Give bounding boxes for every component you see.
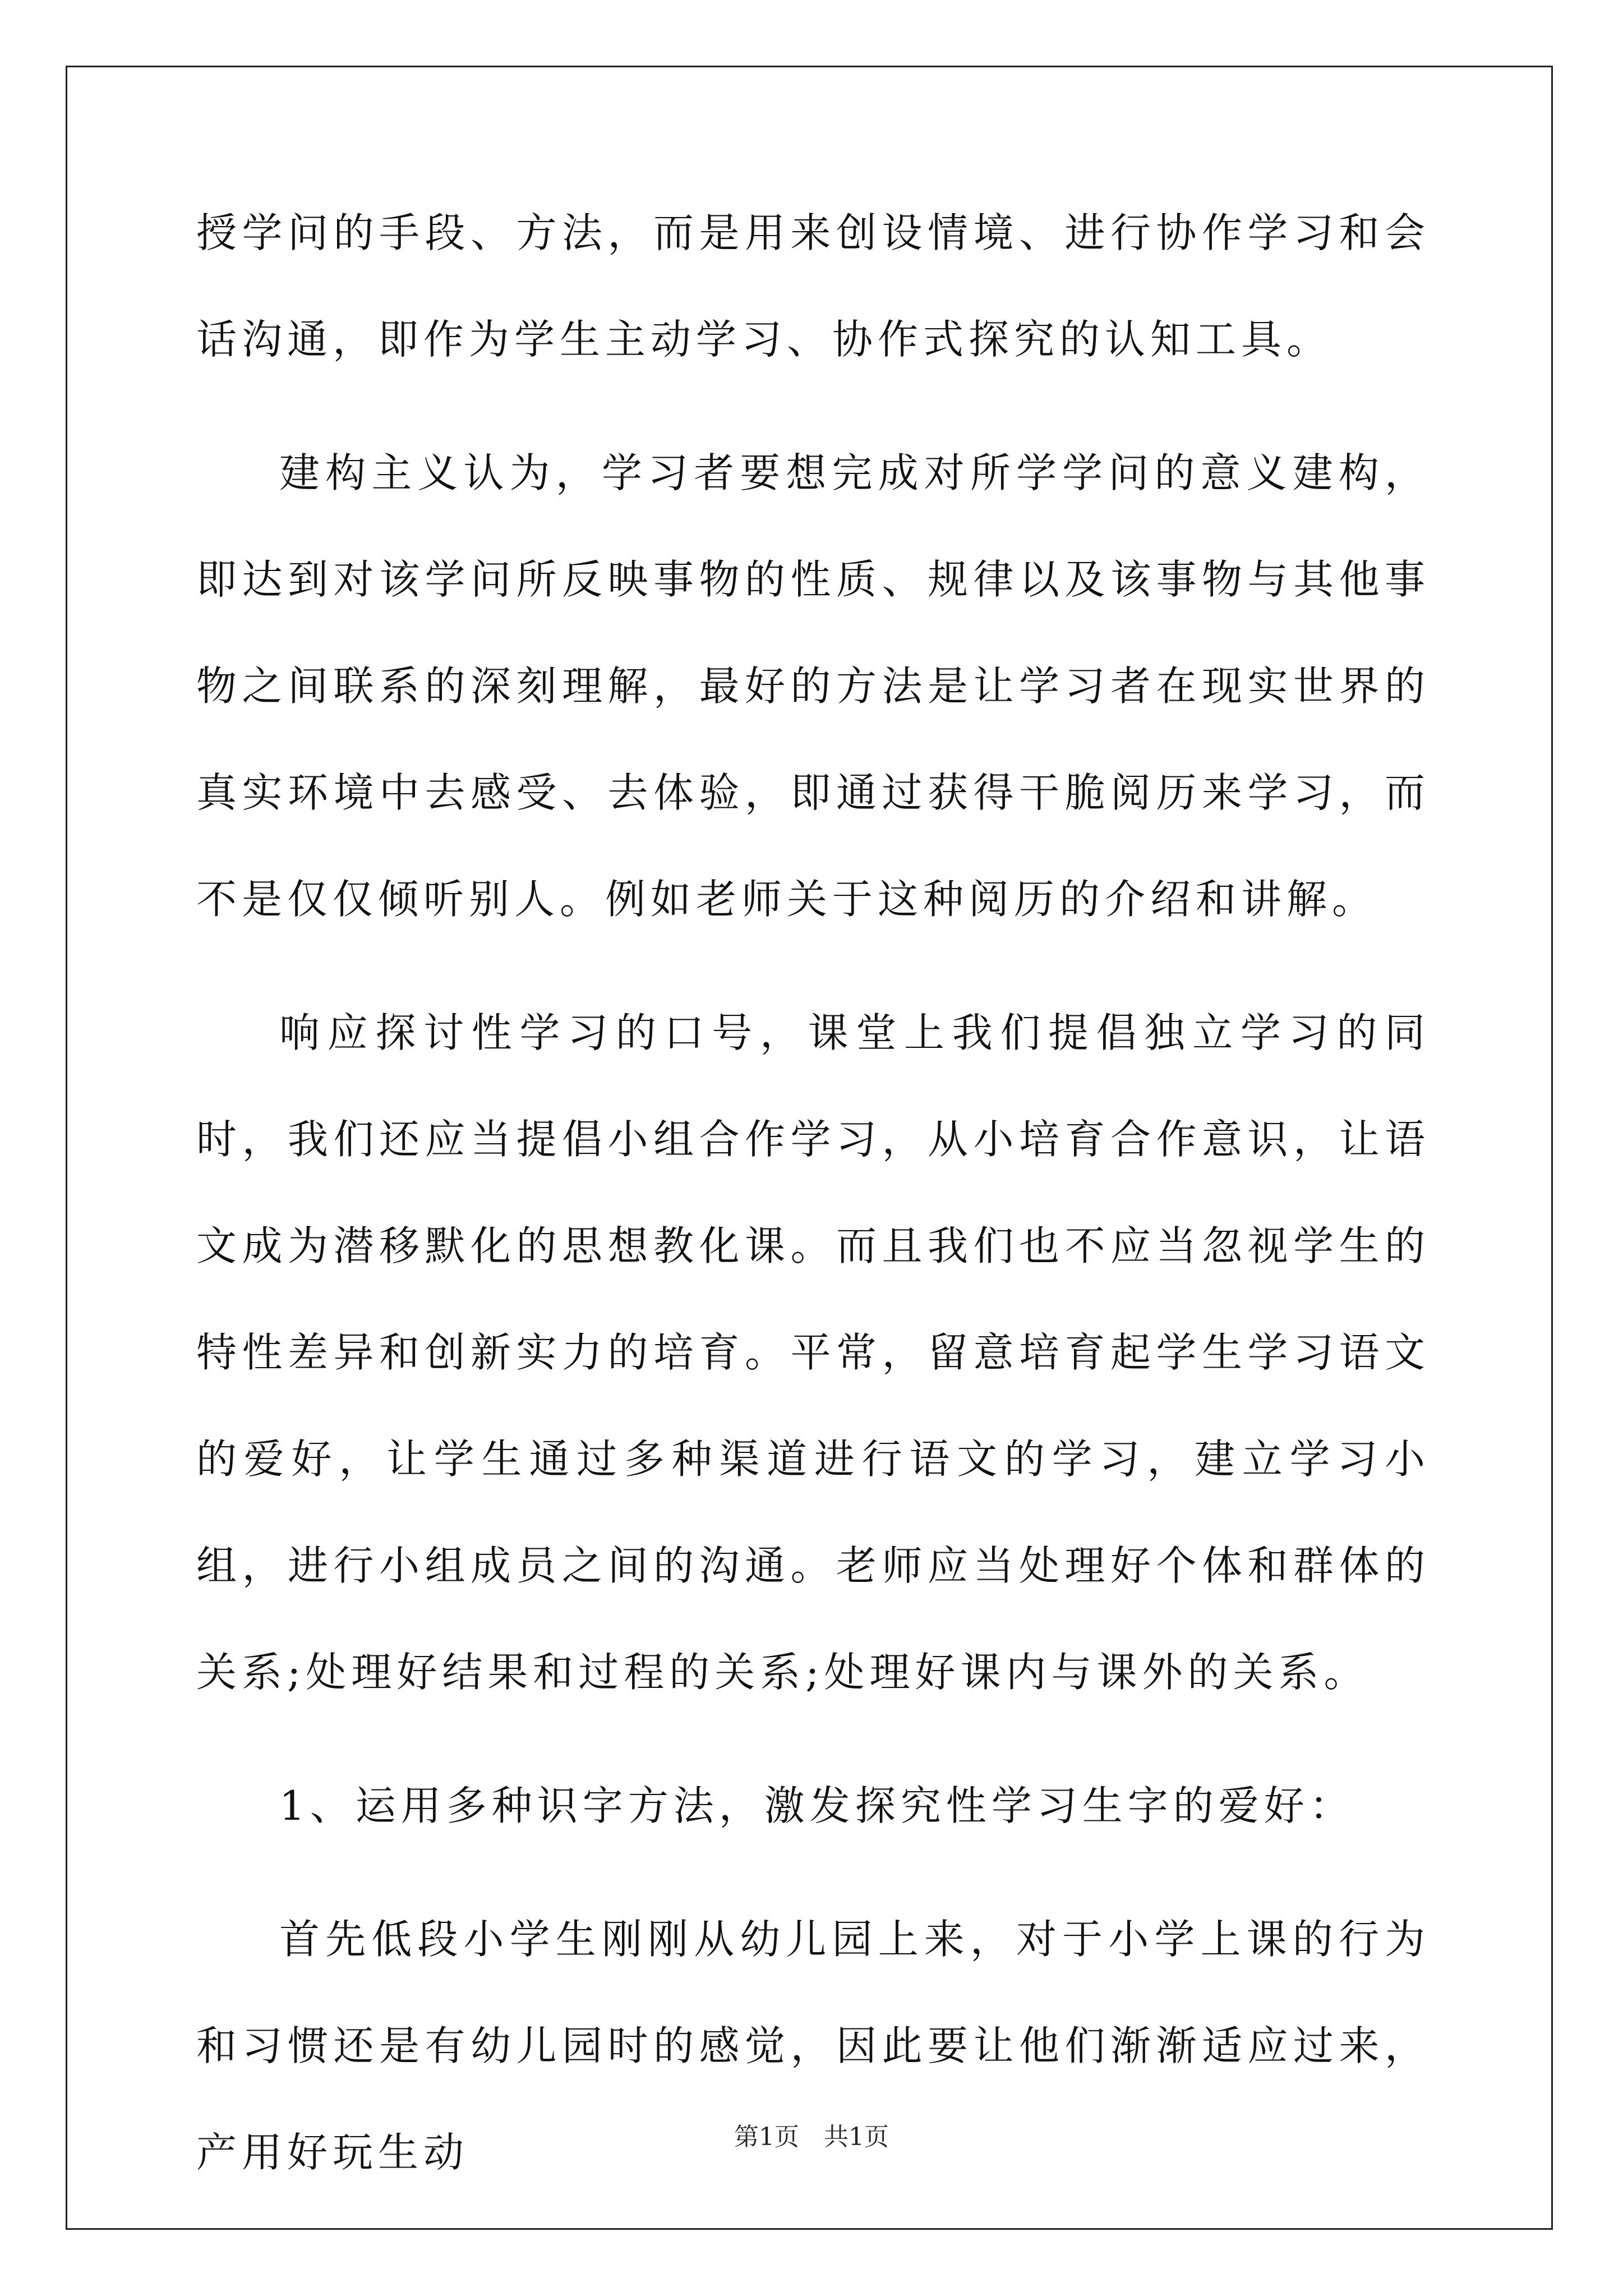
paragraph-lower-grades: 首先低段小学生刚刚从幼儿园上来，对于小学上课的行为和习惯还是有幼儿园时的感觉，因此要让他们渐渐适应过来，产用好玩生动 — [196, 1916, 1430, 2176]
paragraph-constructivism: 建构主义认为，学习者要想完成对所学学问的意义建构，即达到对该学问所反映事物的性质、规律以及该事物与其他事物之间联系的深刻理解，最好的方法是让学习者在现实世界的真实环境中去感受、去体验，即通过获得干脆阅历来学习，而不是仅仅倾听别人。例如老师关于这种阅历的介绍和讲解。 — [196, 449, 1430, 923]
document-body — [196, 202, 1430, 2233]
page-footer: 第1页 共1页 — [734, 2123, 889, 2151]
paragraph-continuation: 授学问的手段、方法，而是用来创设情境、进行协作学习和会话沟通，即作为学生主动学习、协作式探究的认知工具。 — [196, 209, 1430, 363]
paragraph-group-learning: 响应探讨性学习的口号，课堂上我们提倡独立学习的同时，我们还应当提倡小组合作学习，从小培育合作意识，让语文成为潜移默化的思想教化课。而且我们也不应当忽视学生的特性差异和创新实力的培育。平常，留意培育起学生学习语文的爱好，让学生通过多种渠道进行语文的学习，建立学习小组，进行小组成员之间的沟通。老师应当处理好个体和群体的关系;处理好结果和过程的关系;处理好课内与课外的关系。 — [196, 1009, 1430, 1696]
paragraph-heading-literacy-methods: 1、运用多种识字方法，激发探究性学习生字的爱好： — [279, 1782, 1355, 1829]
